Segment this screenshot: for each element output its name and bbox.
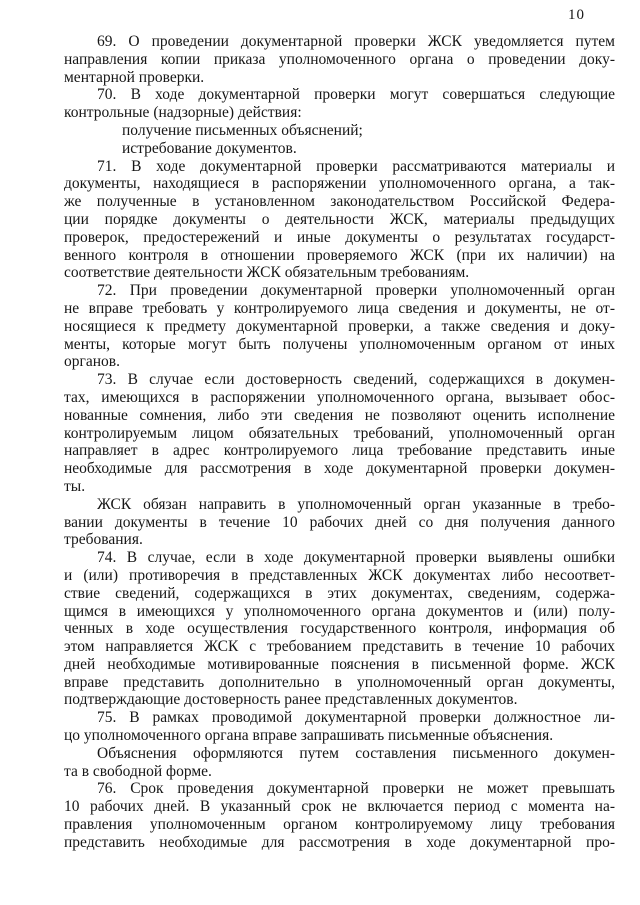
- text-line: ченных в ходе осуществления государственного контроля, информация об: [64, 620, 615, 638]
- text-line: требования.: [64, 531, 143, 549]
- text-line: документы, находящиеся в распоряжении уполномоченного органа, а так-: [64, 175, 615, 193]
- text-line: не вправе требовать у контролируемого лица сведения и документы, не от-: [64, 299, 615, 317]
- text-line: правления уполномоченным органом контролируемому лицу требования: [64, 816, 615, 834]
- text-line: венного контроля в отношении проверяемого ЖСК (при их наличии) на: [64, 246, 615, 264]
- text-line: ты.: [64, 477, 86, 495]
- text-line: и (или) противоречия в представленных ЖСК документах либо несоответ-: [64, 566, 615, 584]
- text-line: этом направляется ЖСК с требованием представить в течение 10 рабочих: [64, 638, 615, 656]
- text-line: же полученные в установленном законодательством Российской Федера-: [64, 193, 615, 211]
- text-line: ЖСК обязан направить в уполномоченный орган указанные в требо-: [97, 495, 615, 513]
- text-line: нованные сомнения, либо эти сведения не позволяют оценить исполнение: [64, 406, 615, 424]
- text-line: 10 рабочих дней. В указанный срок не включается период с момента на-: [64, 798, 615, 816]
- text-line: тах, имеющихся в распоряжении уполномоченного органа, вызывает обос-: [64, 388, 615, 406]
- text-line: вправе представить дополнительно в уполномоченный орган документы,: [64, 673, 615, 691]
- text-line: носящиеся к предмету документарной проверки, а также сведения и доку-: [64, 317, 615, 335]
- text-line: 75. В рамках проводимой документарной проверки должностное ли-: [97, 709, 615, 727]
- text-line: проверок, предостережений и иные документы о результатах государст-: [64, 228, 615, 246]
- text-line: истребование документов.: [122, 139, 297, 157]
- text-line: дней необходимые мотивированные пояснения в письменной форме. ЖСК: [64, 655, 615, 673]
- text-line: направления копии приказа уполномоченного органа о проведении доку-: [64, 50, 615, 68]
- text-line: 74. В случае, если в ходе документарной проверки выявлены ошибки: [97, 549, 615, 567]
- text-line: 73. В случае если достоверность сведений, содержащихся в докумен-: [97, 371, 615, 389]
- text-line: соответствие деятельности ЖСК обязательным требованиям.: [64, 264, 470, 282]
- text-line: ции порядке документы о деятельности ЖСК, материалы предыдущих: [64, 210, 615, 228]
- text-line: та в свободной форме.: [64, 762, 212, 780]
- document-text: [64, 33, 615, 852]
- text-line: контролируемым лицом обязательных требований, уполномоченный орган: [64, 424, 615, 442]
- text-line: 76. Срок проведения документарной проверки не может превышать: [97, 780, 615, 798]
- text-line: щимся в имеющихся у уполномоченного органа документов и (или) полу-: [64, 602, 615, 620]
- text-line: вании документы в течение 10 рабочих дней со дня получения данного: [64, 513, 615, 531]
- text-line: ствие сведений, содержащихся в этих документах, сведениям, содержа-: [64, 584, 615, 602]
- text-line: представить необходимые для рассмотрения в ходе документарной про-: [64, 833, 615, 851]
- text-line: необходимые для рассмотрения в ходе документарной проверки докумен-: [64, 460, 615, 478]
- text-line: ментарной проверки.: [64, 68, 205, 86]
- text-line: направляет в адрес контролируемого лица требование представить иные: [64, 442, 615, 460]
- text-line: органов.: [64, 353, 120, 371]
- text-line: подтверждающие достоверность ранее представленных документов.: [64, 691, 518, 709]
- text-line: Объяснения оформляются путем составления письменного докумен-: [97, 744, 615, 762]
- page-number: 10: [568, 7, 585, 23]
- text-line: 69. О проведении документарной проверки ЖСК уведомляется путем: [97, 33, 615, 50]
- text-line: контрольные (надзорные) действия:: [64, 104, 302, 122]
- text-line: 72. При проведении документарной проверки уполномоченный орган: [97, 282, 615, 300]
- text-line: 71. В ходе документарной проверки рассматриваются материалы и: [97, 157, 615, 175]
- text-line: менты, которые могут быть получены уполномоченным органом от иных: [64, 335, 615, 353]
- text-line: 70. В ходе документарной проверки могут совершаться следующие: [97, 86, 615, 104]
- text-line: получение письменных объяснений;: [122, 121, 363, 139]
- text-line: цо уполномоченного органа вправе запрашивать письменные объяснения.: [64, 727, 554, 745]
